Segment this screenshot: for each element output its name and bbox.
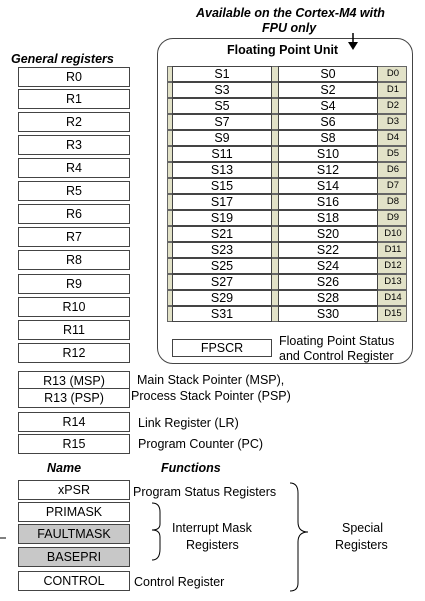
stack-pointer-description-line1: Main Stack Pointer (MSP),	[137, 373, 285, 387]
fpu-double-d4: D4	[386, 132, 400, 143]
interrupt-mask-description-line2: Registers	[186, 538, 239, 552]
fpscr-description-line2: and Control Register	[279, 349, 394, 363]
register-r3: R3	[18, 135, 130, 155]
fpu-double-d1: D1	[386, 84, 400, 95]
register-r8: R8	[18, 250, 130, 270]
fpu-register-s16: S16	[278, 194, 378, 210]
fpu-double-d14: D14	[384, 292, 402, 303]
fpu-double-d13: D13	[384, 276, 402, 287]
register-faultmask: FAULTMASK	[18, 524, 130, 544]
general-registers-title: General registers	[11, 52, 114, 66]
fpu-register-s29: S29	[172, 290, 272, 306]
fpu-register-s10: S10	[278, 146, 378, 162]
register-primask: PRIMASK	[18, 502, 130, 522]
register-r10: R10	[18, 297, 130, 317]
fpu-register-s28: S28	[278, 290, 378, 306]
fpu-register-s8: S8	[278, 130, 378, 146]
fpu-register-s20: S20	[278, 226, 378, 242]
fpu-double-d11: D11	[384, 244, 402, 255]
special-registers-brace	[290, 483, 308, 591]
register-r2: R2	[18, 112, 130, 132]
register-r12: R12	[18, 343, 130, 363]
availability-note-line2: FPU only	[262, 21, 317, 35]
register-r13-psp: R13 (PSP)	[18, 388, 130, 408]
fpu-register-s6: S6	[278, 114, 378, 130]
fpu-register-s1: S1	[172, 66, 272, 82]
fpscr-description-line1: Floating Point Status	[279, 334, 395, 348]
fpu-register-s12: S12	[278, 162, 378, 178]
name-column-header: Name	[47, 461, 82, 475]
fpu-register-s26: S26	[278, 274, 378, 290]
fpu-register-s4: S4	[278, 98, 378, 114]
fpu-register-s22: S22	[278, 242, 378, 258]
fpu-register-s21: S21	[172, 226, 272, 242]
register-r15: R15	[18, 434, 130, 454]
fpu-double-d7: D7	[386, 180, 400, 191]
fpu-register-s24: S24	[278, 258, 378, 274]
functions-column-header: Functions	[161, 461, 221, 475]
fpu-register-s27: S27	[172, 274, 272, 290]
fpu-register-s30: S30	[278, 306, 378, 322]
register-r9: R9	[18, 274, 130, 294]
fpu-register-s11: S11	[172, 146, 272, 162]
fpu-register-s31: S31	[172, 306, 272, 322]
fpu-register-s2: S2	[278, 82, 378, 98]
register-control: CONTROL	[18, 571, 130, 591]
special-registers-label-line2: Registers	[335, 538, 388, 552]
fpu-double-d0: D0	[386, 68, 400, 79]
register-r14: R14	[18, 412, 130, 432]
interrupt-mask-brace	[152, 503, 160, 560]
fpu-register-s17: S17	[172, 194, 272, 210]
register-xpsr: xPSR	[18, 480, 130, 500]
fpu-double-d10: D10	[384, 228, 402, 239]
control-description: Control Register	[134, 575, 225, 589]
special-registers-label-line1: Special	[342, 521, 383, 535]
r14-description: Link Register (LR)	[138, 416, 239, 430]
fpu-register-s5: S5	[172, 98, 272, 114]
r15-description: Program Counter (PC)	[138, 437, 264, 451]
fpu-double-d15: D15	[384, 308, 402, 319]
availability-note-line1: Available on the Cortex-M4 with	[196, 6, 385, 20]
fpu-double-d2: D2	[386, 100, 400, 111]
register-r1: R1	[18, 89, 130, 109]
fpu-register-s25: S25	[172, 258, 272, 274]
fpu-register-s19: S19	[172, 210, 272, 226]
fpu-double-d3: D3	[386, 116, 400, 127]
fpu-register-s23: S23	[172, 242, 272, 258]
stack-pointer-description-line2: Process Stack Pointer (PSP)	[131, 389, 291, 403]
fpscr-register: FPSCR	[172, 339, 272, 357]
fpu-register-s14: S14	[278, 178, 378, 194]
xpsr-description: Program Status Registers	[133, 485, 277, 499]
fpu-register-s15: S15	[172, 178, 272, 194]
fpu-register-s18: S18	[278, 210, 378, 226]
fpu-double-d12: D12	[384, 260, 402, 271]
fpu-double-d8: D8	[386, 196, 400, 207]
fpu-register-s7: S7	[172, 114, 272, 130]
interrupt-mask-description-line1: Interrupt Mask	[172, 521, 252, 535]
fpu-register-s9: S9	[172, 130, 272, 146]
register-r7: R7	[18, 227, 130, 247]
register-r0: R0	[18, 67, 130, 87]
register-r11: R11	[18, 320, 130, 340]
register-r4: R4	[18, 158, 130, 178]
register-r6: R6	[18, 204, 130, 224]
fpu-double-d5: D5	[386, 148, 400, 159]
availability-arrow-head	[348, 42, 358, 50]
register-basepri: BASEPRI	[18, 547, 130, 567]
fpu-title: Floating Point Unit	[227, 43, 339, 57]
fpu-register-s13: S13	[172, 162, 272, 178]
fpu-register-s0: S0	[278, 66, 378, 82]
fpu-double-d9: D9	[386, 212, 400, 223]
register-r5: R5	[18, 181, 130, 201]
register-r13-msp: R13 (MSP)	[18, 371, 130, 391]
fpu-double-d6: D6	[386, 164, 400, 175]
fpu-register-s3: S3	[172, 82, 272, 98]
